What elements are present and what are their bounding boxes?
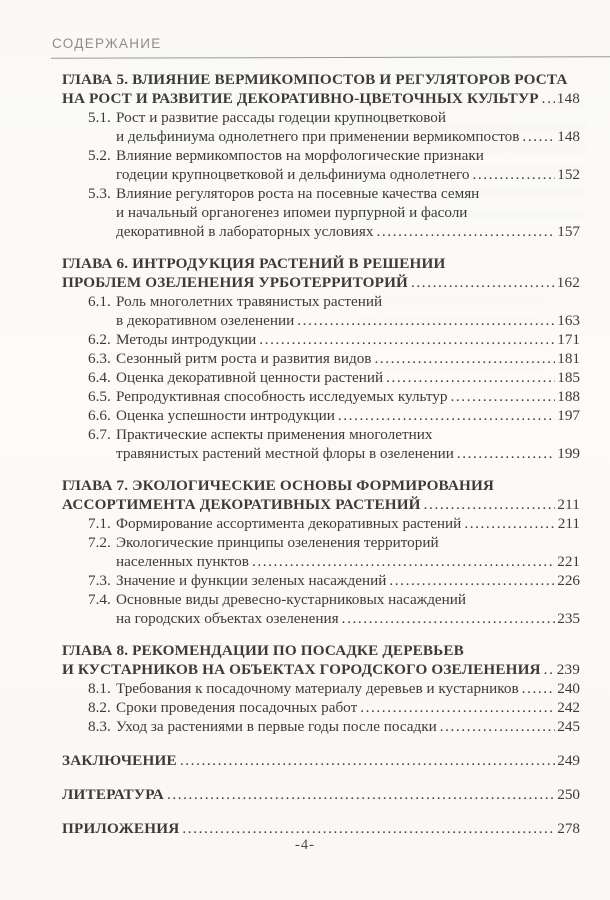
toc-section-line <box>62 387 580 406</box>
toc-end-entry <box>62 751 580 770</box>
section-title-text: Роль многолетних травянистых растений <box>116 293 383 310</box>
dot-leader <box>472 165 555 184</box>
dot-leader <box>297 311 555 330</box>
page-number-footer: -4- <box>295 837 315 853</box>
section-title-text: Требования к посадочному материалу деревьев и кустарников <box>116 680 519 697</box>
end-entry-label: ПРИЛОЖЕНИЯ <box>62 820 180 837</box>
page-number: 163 <box>557 312 580 329</box>
page-number: 235 <box>557 610 580 627</box>
section-title-text: населенных пунктов <box>116 553 249 570</box>
section-number: 6.5. <box>88 388 111 405</box>
chapter-title-text: НА РОСТ И РАЗВИТИЕ ДЕКОРАТИВНО-ЦВЕТОЧНЫХ КУЛЬТУР <box>62 90 539 107</box>
page-number: 278 <box>557 820 580 837</box>
toc-section-line <box>62 425 580 444</box>
section-title-text: Влияние регуляторов роста на посевные качества семян <box>116 185 480 202</box>
section-title-text: годеции крупноцветковой и дельфиниума однолетнего <box>116 166 470 183</box>
chapter-title-line <box>62 660 580 679</box>
section-title-text: Формирование ассортимента декоративных растений <box>116 515 462 532</box>
section-title-text: в декоративном озеленении <box>116 312 295 329</box>
section-title-text: Практические аспекты применения многолетних <box>116 426 433 443</box>
toc-section-line <box>62 127 580 146</box>
dot-leader <box>411 273 555 292</box>
page-number: 157 <box>557 223 580 240</box>
section-title-text: декоративной в лабораторных условиях <box>116 223 374 240</box>
chapter-title-text: ГЛАВА 8. РЕКОМЕНДАЦИИ ПО ПОСАДКЕ ДЕРЕВЬЕВ <box>62 642 464 659</box>
section-number: 5.3. <box>88 185 111 202</box>
page-number: 181 <box>557 350 580 367</box>
chapter-title-line <box>62 641 580 660</box>
dot-leader <box>360 698 555 717</box>
section-number: 7.4. <box>88 591 111 608</box>
toc-content <box>62 70 580 838</box>
toc-section-line <box>62 184 580 203</box>
section-number: 8.3. <box>88 718 111 735</box>
page-number: 185 <box>557 369 580 386</box>
toc-section-line <box>62 552 580 571</box>
page-number: 245 <box>557 718 580 735</box>
chapter-title-text: ГЛАВА 7. ЭКОЛОГИЧЕСКИЕ ОСНОВЫ ФОРМИРОВАНИЯ <box>62 477 495 494</box>
page-number: 199 <box>557 445 580 462</box>
section-number: 8.2. <box>88 699 111 716</box>
dot-leader <box>457 444 555 463</box>
section-number: 8.1. <box>88 680 111 697</box>
dot-leader <box>374 349 555 368</box>
chapter-title-line <box>62 89 580 108</box>
toc-section-line <box>62 292 580 311</box>
toc-section-line <box>62 146 580 165</box>
chapter-title-text: АССОРТИМЕНТА ДЕКОРАТИВНЫХ РАСТЕНИЙ <box>62 496 421 513</box>
chapter-entry <box>62 254 580 463</box>
page-number: 148 <box>556 90 580 107</box>
toc-section-line <box>62 609 580 628</box>
toc-section-line <box>62 571 580 590</box>
page-number: 242 <box>557 699 580 716</box>
section-number: 6.4. <box>88 369 111 386</box>
toc-section-line <box>62 108 580 127</box>
toc-section-line <box>62 590 580 609</box>
section-number: 7.1. <box>88 515 111 532</box>
toc-section-line <box>62 406 580 425</box>
page-number: 250 <box>557 786 580 803</box>
dot-leader <box>464 514 555 533</box>
toc-section-line <box>62 203 580 222</box>
end-entry-label: ЗАКЛЮЧЕНИЕ <box>62 752 177 769</box>
section-number: 6.2. <box>88 331 111 348</box>
toc-section-line <box>62 679 580 698</box>
dot-leader <box>440 717 555 736</box>
page-number: 171 <box>557 331 580 348</box>
section-title-text: Репродуктивная способность исследуемых культур <box>116 388 448 405</box>
end-entry-label: ЛИТЕРАТУРА <box>62 786 164 803</box>
toc-section-line <box>62 698 580 717</box>
section-number: 6.6. <box>88 407 111 424</box>
dot-leader <box>544 660 555 679</box>
page-number: 197 <box>557 407 580 424</box>
page-number: 162 <box>556 274 580 291</box>
dot-leader <box>522 679 556 698</box>
toc-section-line <box>62 717 580 736</box>
page-number: 249 <box>557 752 580 769</box>
chapter-entry <box>62 641 580 736</box>
page-number: 211 <box>557 515 580 532</box>
dot-leader <box>424 495 556 514</box>
toc-section-line <box>62 311 580 330</box>
toc-end-entry <box>62 819 580 838</box>
dot-leader <box>389 571 555 590</box>
toc-section-line <box>62 444 580 463</box>
section-number: 6.3. <box>88 350 111 367</box>
page-number: 211 <box>557 496 580 513</box>
toc-section-line <box>62 368 580 387</box>
toc-section-line <box>62 222 580 241</box>
section-number: 6.7. <box>88 426 111 443</box>
dot-leader <box>376 222 555 241</box>
section-title-text: Оценка декоративной ценности растений <box>116 369 384 386</box>
chapter-title-text: ГЛАВА 5. ВЛИЯНИЕ ВЕРМИКОМПОСТОВ И РЕГУЛЯТОРОВ РОСТА <box>62 71 568 88</box>
section-title-text: Значение и функции зеленых насаждений <box>116 572 387 589</box>
page-number: 226 <box>557 572 580 589</box>
header-rule <box>51 56 610 58</box>
section-title-text: и начальный органогенез ипомеи пурпурной и фасоли <box>116 204 468 221</box>
section-title-text: Экологические принципы озеленения территорий <box>116 534 439 551</box>
dot-leader <box>180 751 555 770</box>
contents-heading: СОДЕРЖАНИЕ <box>52 36 162 51</box>
section-title-text: Сезонный ритм роста и развития видов <box>116 350 372 367</box>
chapter-title-text: И КУСТАРНИКОВ НА ОБЪЕКТАХ ГОРОДСКОГО ОЗЕЛЕНЕНИЯ <box>62 661 541 678</box>
chapter-title-text: ГЛАВА 6. ИНТРОДУКЦИЯ РАСТЕНИЙ В РЕШЕНИИ <box>62 255 446 272</box>
chapter-title-line <box>62 70 580 89</box>
dot-leader <box>338 406 555 425</box>
dot-leader <box>522 127 555 146</box>
section-number: 7.2. <box>88 534 111 551</box>
section-title-text: Оценка успешности интродукции <box>116 407 335 424</box>
toc-section-line <box>62 533 580 552</box>
toc-list <box>62 70 580 736</box>
dot-leader <box>252 552 555 571</box>
chapter-title-line <box>62 273 580 292</box>
section-title-text: Сроки проведения посадочных работ <box>116 699 358 716</box>
section-title-text: и дельфиниума однолетнего при применении вермикомпостов <box>116 128 520 145</box>
chapter-title-text: ПРОБЛЕМ ОЗЕЛЕНЕНИЯ УРБОТЕРРИТОРИЙ <box>62 274 408 291</box>
toc-end-entry <box>62 785 580 804</box>
toc-section-line <box>62 330 580 349</box>
dot-leader <box>451 387 556 406</box>
dot-leader <box>182 819 555 838</box>
section-number: 7.3. <box>88 572 111 589</box>
toc-section-line <box>62 514 580 533</box>
section-title-text: на городских объектах озеленения <box>116 610 339 627</box>
chapter-entry <box>62 476 580 628</box>
section-title-text: травянистых растений местной флоры в озеленении <box>116 445 454 462</box>
page-number: 240 <box>557 680 580 697</box>
dot-leader <box>342 609 556 628</box>
chapter-title-line <box>62 495 580 514</box>
section-title-text: Рост и развитие рассады годеции крупноцветковой <box>116 109 446 126</box>
page-number: 239 <box>556 661 580 678</box>
section-title-text: Основные виды древесно-кустарниковых насаждений <box>116 591 467 608</box>
section-title-text: Влияние вермикомпостов на морфологические признаки <box>116 147 484 164</box>
dot-leader <box>542 89 555 108</box>
chapter-entry <box>62 70 580 241</box>
section-number: 6.1. <box>88 293 111 310</box>
chapter-title-line <box>62 476 580 495</box>
section-title-text: Методы интродукции <box>116 331 257 348</box>
page-number: 188 <box>557 388 580 405</box>
page-number: 152 <box>557 166 580 183</box>
page-number: 148 <box>557 128 580 145</box>
toc-section-line <box>62 165 580 184</box>
dot-leader <box>386 368 555 387</box>
toc-end-entries <box>62 751 580 838</box>
chapter-title-line <box>62 254 580 273</box>
section-number: 5.1. <box>88 109 111 126</box>
toc-section-line <box>62 349 580 368</box>
section-number: 5.2. <box>88 147 111 164</box>
page-number: 221 <box>557 553 580 570</box>
dot-leader <box>167 785 555 804</box>
dot-leader <box>259 330 555 349</box>
section-title-text: Уход за растениями в первые годы после посадки <box>116 718 437 735</box>
